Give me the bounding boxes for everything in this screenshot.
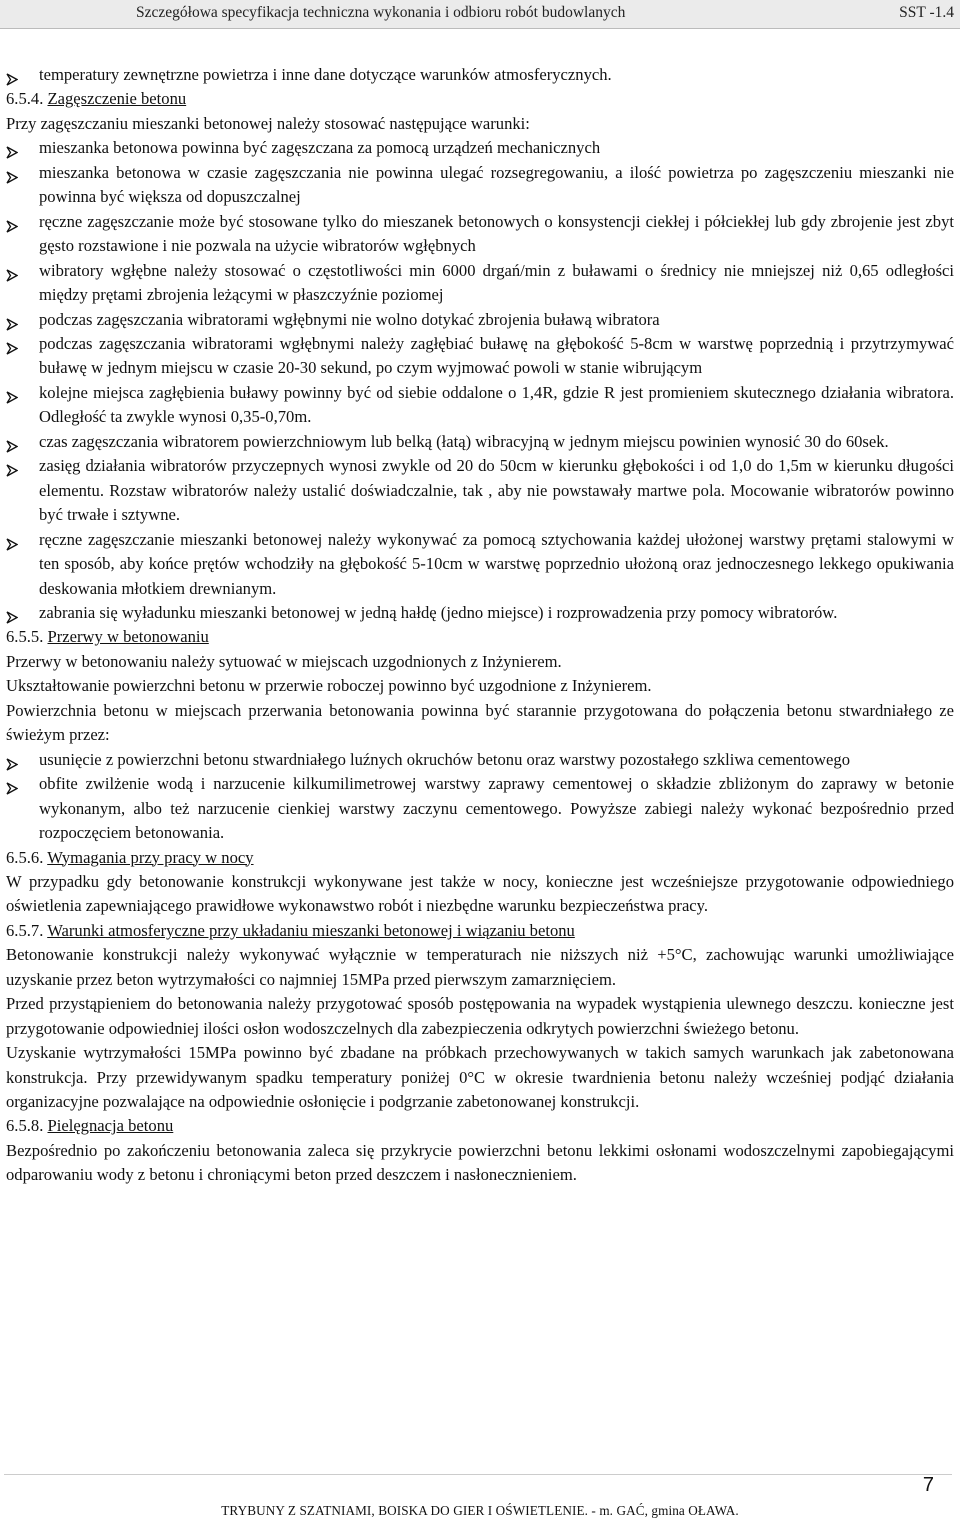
bullet-text: zabrania się wyładunku mieszanki betonowej w jedną hałdę (jedno miejsce) i rozprowadzenia przy pomocy wibratorów. xyxy=(39,602,838,622)
bullet-item xyxy=(6,136,954,160)
bullet-text: usunięcie z powierzchni betonu stwardniałego luźnych okruchów betonu oraz warstwy pozostałego szkliwa cementowego xyxy=(39,749,850,769)
section-heading xyxy=(6,846,954,870)
arrow-bullet-icon xyxy=(6,338,18,351)
paragraph: W przypadku gdy betonowanie konstrukcji wykonywane jest także w nocy, konieczne jest wcześniejsze przygotowanie odpowiedniego oświetlenia zapewniającego prawidłowe wykonawstwo robót i niezbędne warunku bezpieczeństwa pracy. xyxy=(6,871,954,916)
bullet-text: czas zagęszczania wibratorem powierzchniowym lub belką (łatą) wibracyjną w jednym miejscu powinien wynosić 30 do 60sek. xyxy=(39,431,889,451)
arrow-bullet-icon xyxy=(6,387,18,400)
bullet-text: zasięg działania wibratorów przyczepnych wynosi zwykle od 20 do 50cm w kierunku głębokości i od 1,0 do 1,5m w kierunku długości elementu. Rozstaw wibratorów należy ustalić doświadczalnie, tak , aby nie powstawały martwe pola. Mocowanie wibratorów powinno być trwałe i sztywne. xyxy=(39,456,954,525)
bullet-text: podczas zagęszczania wibratorami wgłębnymi należy zagłębiać buławę na głębokość 5-8cm w warstwę poprzednią i przytrzymywać buławę w jednym miejscu w czasie 20-30 sekund, po czym wyjmować powoli w stanie wibrującym xyxy=(39,333,954,378)
bullet-item xyxy=(6,210,954,259)
section-number: 6.5.4. xyxy=(6,89,44,109)
section-title: Zagęszczenie betonu xyxy=(47,89,187,109)
bullet-item xyxy=(6,430,954,454)
section-number: 6.5.8. xyxy=(6,1116,44,1136)
footer-text: TRYBUNY Z SZATNIAMI, BOISKA DO GIER I OŚWIETLENIE. - m. GAĆ, gmina OŁAWA. xyxy=(221,1503,739,1518)
paragraph: Betonowanie konstrukcji należy wykonywać wyłącznie w temperaturach nie niższych niż +5°C, zachowując warunki umożliwiające uzyskanie przez beton wytrzymałości co najmniej 15MPa przed pierwszym zamarznięciem. xyxy=(6,945,954,989)
bullet-item xyxy=(6,772,954,845)
paragraph: Przed przystąpieniem do betonowania należy przygotować sposób postępowania na wypadek wystąpienia ulewnego deszczu. konieczne jest przygotowanie odpowiedniej ilości osłon wodoszczelnych dla zabezpieczenia odkrytych powierzchni świeżego betonu. xyxy=(6,994,954,1038)
bullet-item xyxy=(6,381,954,430)
header-title: Szczegółowa specyfikacja techniczna wykonania i odbioru robót budowlanych xyxy=(136,4,626,21)
bullet-item xyxy=(6,454,954,527)
bullet-text: mieszanka betonowa powinna być zagęszczana za pomocą urządzeń mechanicznych xyxy=(39,138,601,158)
footer-divider xyxy=(4,1474,952,1475)
bullet-item xyxy=(6,332,954,381)
bullet-item xyxy=(6,748,954,772)
arrow-bullet-icon xyxy=(6,460,18,473)
bullet-text: ręczne zagęszczanie mieszanki betonowej należy wykonywać za pomocą sztychowania każdej ułożonej warstwy prętami stalowymi w ten sposób, aby końce prętów wchodziły na głębokość 5-10cm w warstwę poprzednio ułożoną oraz jednoczesnego lekkego opukiwania deskowania młotkiem drewnianym. xyxy=(39,529,954,598)
arrow-bullet-icon xyxy=(6,534,18,547)
arrow-bullet-icon xyxy=(6,778,18,791)
arrow-bullet-icon xyxy=(6,607,18,620)
arrow-bullet-icon xyxy=(6,216,18,229)
paragraph: Przerwy w betonowaniu należy sytuować w miejscach uzgodnionych z Inżynierem. xyxy=(6,651,562,671)
section-number: 6.5.6. xyxy=(6,847,44,867)
bullet-text: podczas zagęszczania wibratorami wgłębnymi nie wolno dotykać zbrojenia buławą wibratora xyxy=(39,309,660,329)
section-number: 6.5.5. xyxy=(6,627,44,647)
bullet-text: ręczne zagęszczanie może być stosowane tylko do mieszanek betonowych o konsystencji ciekłej i półciekłej lub gdy zbrojenie jest zbyt gęsto rozstawione i nie pozwala na użycie wibratorów wgłębnych xyxy=(39,211,954,256)
bullet-text: temperatury zewnętrzne powietrza i inne dane dotyczące warunków atmosferycznych. xyxy=(39,65,612,84)
bullet-item xyxy=(6,528,954,601)
section-title: Przerwy w betonowaniu xyxy=(47,627,209,647)
section-heading xyxy=(6,919,954,943)
arrow-bullet-icon xyxy=(6,167,18,180)
paragraph: Przy zagęszczaniu mieszanki betonowej należy stosować następujące warunki: xyxy=(6,113,530,133)
section-heading xyxy=(6,87,954,111)
bullet-item xyxy=(6,601,954,625)
bullet-item xyxy=(6,259,954,308)
bullet-text: kolejne miejsca zagłębienia buławy powinny być od siebie oddalone o 1,4R, gdzie R jest promieniem skutecznego działania wibratora. Odległość ta zwykle wynosi 0,35-0,70m. xyxy=(39,382,954,427)
bullet-text: mieszanka betonowa w czasie zagęszczania nie powinna ulegać rozsegregowaniu, a ilość powietrza po zagęszczeniu mieszanki nie powinna być większa od dopuszczalnej xyxy=(39,162,954,207)
bullet-item xyxy=(6,63,954,87)
arrow-bullet-icon xyxy=(6,436,18,449)
arrow-bullet-icon xyxy=(6,142,18,155)
section-title: Pielęgnacja betonu xyxy=(47,1116,174,1136)
paragraph: Ukształtowanie powierzchni betonu w przerwie roboczej powinno być uzgodnione z Inżynierem. xyxy=(6,676,652,696)
section-heading xyxy=(6,1114,954,1138)
bullet-text: wibratory wgłębne należy stosować o częstotliwości min 6000 drgań/min z buławami o średnicy nie mniejszej niż 0,65 odległości między prętami zbrojenia leżącymi w płaszczyźnie poziomej xyxy=(39,260,954,305)
document-body xyxy=(6,63,954,1188)
arrow-bullet-icon xyxy=(6,314,18,327)
section-number: 6.5.7. xyxy=(6,920,44,940)
header-code: SST -1.4 xyxy=(899,4,954,21)
bullet-text: obfite zwilżenie wodą i narzucenie kilkumilimetrowej warstwy zaprawy cementowej o składzie zbliżonym do zaprawy w betonie wykonanym, albo też narzucenie cienkiej warstwy zaczynu cementowego. Powyższe zabiegi należy wykonać bezpośrednio przed rozpoczęciem betonowania. xyxy=(39,774,954,843)
bullet-item xyxy=(6,308,954,332)
arrow-bullet-icon xyxy=(6,265,18,278)
page-header xyxy=(0,0,960,29)
bullet-item xyxy=(6,161,954,210)
paragraph: Bezpośrednio po zakończeniu betonowania zaleca się przykrycie powierzchni betonu lekkimi osłonami wodoszczelnymi zapobiegającymi odparowaniu wody z betonu i chroniącymi beton przed deszczem i nasłonecznieniem. xyxy=(6,1140,954,1185)
paragraph: Powierzchnia betonu w miejscach przerwania betonowania powinna być starannie przygotowana do połączenia betonu stwardniałego ze świeżym przez: xyxy=(6,700,954,745)
section-title: Warunki atmosferyczne przy układaniu mieszanki betonowej i wiązaniu betonu xyxy=(47,920,575,940)
section-heading xyxy=(6,625,954,649)
arrow-bullet-icon xyxy=(6,69,18,82)
paragraph: Uzyskanie wytrzymałości 15MPa powinno być zbadane na próbkach przechowywanych w takich samych warunkach jak zabetonowana konstrukcja. Przy przewidywanym spadku temperatury poniżej 0°C w okresie twardnienia betonu należy wcześniej podjąć działania organizacyjne pozwalające na odpowiednie osłonięcie i podgrzanie zabetonowanej konstrukcji. xyxy=(6,1043,954,1112)
section-title: Wymagania przy pracy w nocy xyxy=(47,847,254,867)
arrow-bullet-icon xyxy=(6,754,18,767)
page-number: 7 xyxy=(922,1474,934,1496)
